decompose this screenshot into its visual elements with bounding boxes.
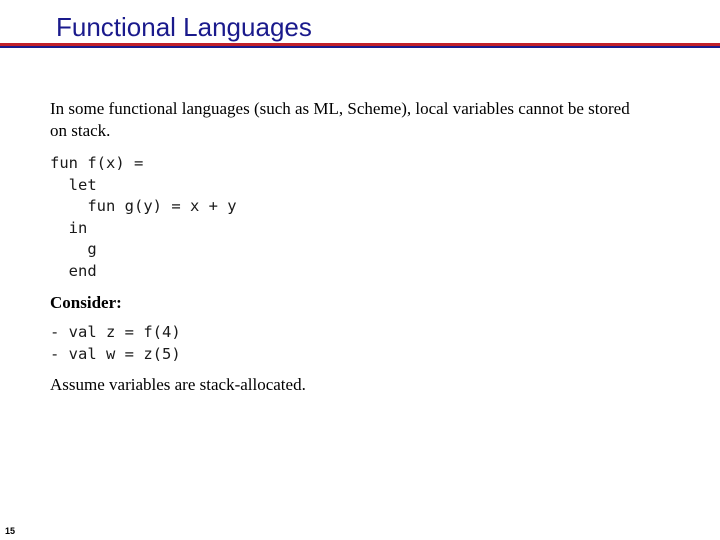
title-rule-blue xyxy=(0,46,720,48)
code-line: fun g(y) = x + y xyxy=(50,197,237,215)
code-line: in xyxy=(50,218,88,237)
code-line: end xyxy=(50,261,97,280)
code-line: g xyxy=(50,240,97,258)
consider-heading: Consider: xyxy=(50,293,122,312)
code-line: let xyxy=(50,175,97,194)
assume-text: Assume variables are stack-allocated. xyxy=(50,375,306,394)
code-line: - val z = f(4) xyxy=(50,323,181,341)
code-line: fun f(x) = xyxy=(50,154,144,172)
intro-line-2: on stack. xyxy=(50,121,111,140)
code-line: - val w = z(5) xyxy=(50,344,181,363)
intro-line-1: In some functional languages (such as ML, Scheme), local variables cannot be stored xyxy=(50,99,630,118)
intro-paragraph xyxy=(50,98,630,142)
slide-title: Functional Languages xyxy=(56,12,312,42)
code-block-fun xyxy=(50,153,237,282)
code-block-val xyxy=(50,322,181,365)
slide-number: 15 xyxy=(5,526,16,536)
